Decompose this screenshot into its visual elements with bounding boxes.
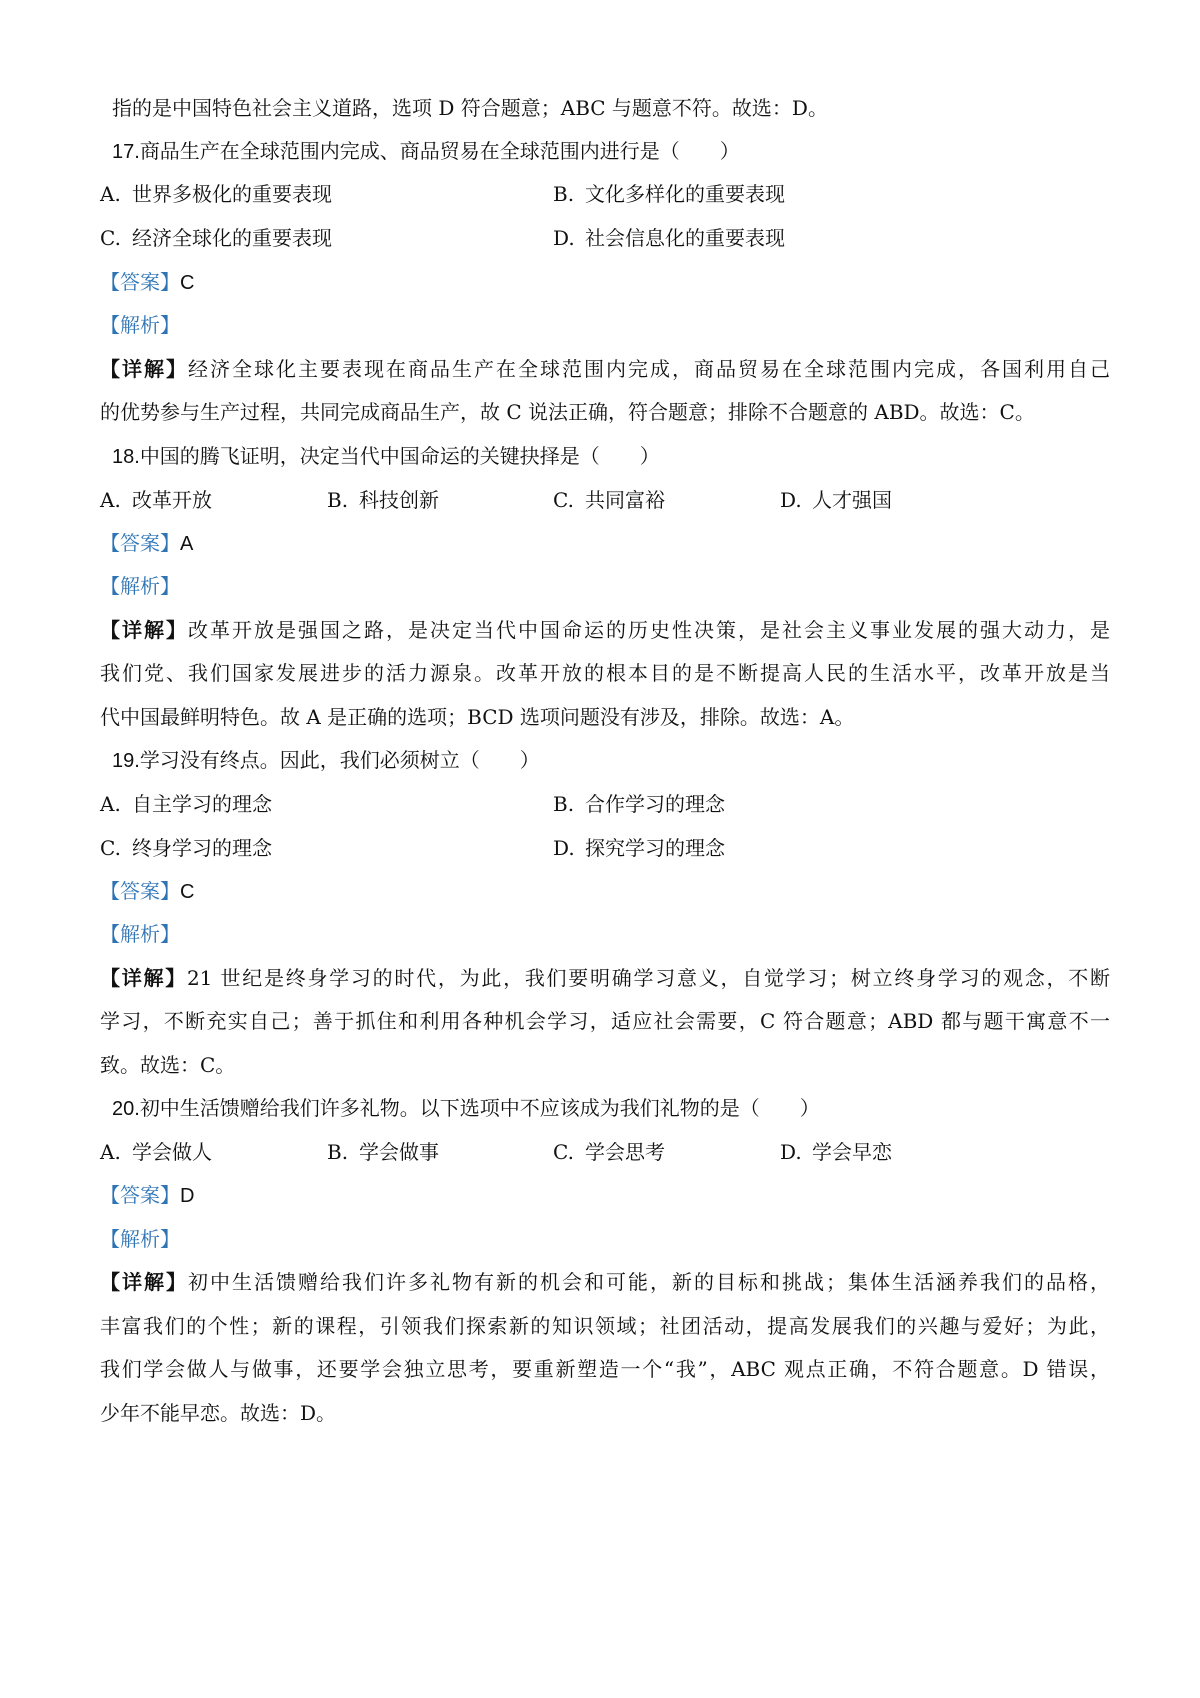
q17-number: 17. (112, 141, 140, 163)
q17-option-a-letter: A. (100, 182, 121, 206)
q20-option-c-text: 学会思考 (585, 1140, 665, 1164)
q17-stem (112, 137, 740, 166)
q17-answer (100, 268, 194, 297)
q18-option-b-letter: B. (327, 488, 349, 512)
q17-option-b (553, 180, 785, 208)
q19-option-a (100, 790, 272, 818)
q18-number: 18. (112, 446, 140, 468)
q17-option-a (100, 180, 332, 208)
q17-detail-text-1: 经济全球化主要表现在商品生产在全球范围内完成，商品贸易在全球范围内完成，各国利用自己 (188, 357, 1110, 381)
q18-analysis (100, 572, 180, 600)
q19-option-c (100, 834, 272, 862)
q18-option-b (327, 486, 439, 514)
q19-number: 19. (112, 750, 140, 772)
q18-answer (100, 529, 193, 558)
q19-option-b-letter: B. (553, 792, 575, 816)
q20-analysis (100, 1225, 180, 1253)
q17-option-d-text: 社会信息化的重要表现 (585, 226, 785, 250)
intro-text: 指的是中国特色社会主义道路，选项 D 符合题意；ABC 与题意不符。故选：D。 (112, 96, 828, 120)
q20-detail-line-1 (100, 1268, 1110, 1296)
q20-detail-line-4: 少年不能早恋。故选：D。 (100, 1401, 337, 1425)
q17-option-c-letter: C. (100, 226, 121, 250)
q17-answer-value: C (180, 272, 195, 294)
q17-option-d (553, 224, 785, 252)
q19-option-c-letter: C. (100, 836, 121, 860)
q17-detail-line-2: 的优势参与生产过程，共同完成商品生产，故 C 说法正确，符合题意；排除不合题意的 ABD。故选：C。 (100, 400, 1035, 424)
q17-analysis-label: 【解析】 (100, 313, 180, 337)
q19-option-d-letter: D. (553, 836, 575, 860)
q20-option-b (327, 1138, 439, 1166)
q20-option-d-letter: D. (780, 1140, 802, 1164)
q20-stem (112, 1094, 820, 1123)
q17-detail-line-1 (100, 355, 1110, 383)
q18-detail-line-1 (100, 616, 1110, 644)
q19-detail-text-1: 21 世纪是终身学习的时代，为此，我们要明确学习意义，自觉学习；树立终身学习的观念，不断 (186, 966, 1110, 990)
q19-option-d (553, 834, 725, 862)
q17-option-a-text: 世界多极化的重要表现 (132, 182, 332, 206)
q19-answer-label: 【答案】 (100, 879, 180, 903)
q18-option-d (780, 486, 892, 514)
q19-detail-line-2: 学习，不断充实自己；善于抓住和利用各种机会学习，适应社会需要，C 符合题意；ABD 都与题干寓意不一 (100, 1009, 1110, 1033)
q20-stem-text: 初中生活馈赠给我们许多礼物。以下选项中不应该成为我们礼物的是（ ） (139, 1096, 820, 1120)
q18-answer-label: 【答案】 (100, 531, 180, 555)
q20-answer-label: 【答案】 (100, 1183, 180, 1207)
q18-detail-line-2: 我们党、我们国家发展进步的活力源泉。改革开放的根本目的是不断提高人民的生活水平，改革开放是当 (100, 661, 1110, 685)
q19-detail-line-1 (100, 964, 1110, 992)
q19-option-a-text: 自主学习的理念 (132, 792, 272, 816)
q20-option-a (100, 1138, 212, 1166)
q17-option-c-text: 经济全球化的重要表现 (132, 226, 332, 250)
q20-detail-text-1: 初中生活馈赠给我们许多礼物有新的机会和可能，新的目标和挑战；集体生活涵养我们的品格， (188, 1270, 1110, 1294)
q19-option-d-text: 探究学习的理念 (585, 836, 725, 860)
q20-detail-line-2: 丰富我们的个性；新的课程，引领我们探索新的知识领域；社团活动，提高发展我们的兴趣与爱好；为此， (100, 1314, 1110, 1338)
q19-option-a-letter: A. (100, 792, 121, 816)
q20-option-a-text: 学会做人 (132, 1140, 212, 1164)
q17-option-d-letter: D. (553, 226, 575, 250)
q18-analysis-label: 【解析】 (100, 574, 180, 598)
q18-answer-value: A (180, 533, 194, 555)
q19-option-c-text: 终身学习的理念 (132, 836, 272, 860)
q20-option-c-letter: C. (553, 1140, 574, 1164)
q19-detail-label: 【详解】 (100, 966, 187, 990)
q18-option-a-letter: A. (100, 488, 121, 512)
q20-answer (100, 1181, 194, 1210)
q20-answer-value: D (180, 1185, 195, 1207)
q20-option-b-text: 学会做事 (359, 1140, 439, 1164)
q18-option-c-text: 共同富裕 (585, 488, 665, 512)
q20-option-a-letter: A. (100, 1140, 121, 1164)
q17-analysis (100, 311, 180, 339)
q19-answer (100, 877, 194, 906)
q18-detail-line-3: 代中国最鲜明特色。故 A 是正确的选项；BCD 选项问题没有涉及，排除。故选：A。 (100, 705, 855, 729)
q18-option-c-letter: C. (553, 488, 574, 512)
q18-stem (112, 442, 660, 471)
q18-detail-label: 【详解】 (100, 618, 188, 642)
q19-stem-text: 学习没有终点。因此，我们必须树立（ ） (139, 748, 540, 772)
q19-answer-value: C (180, 881, 195, 903)
q20-analysis-label: 【解析】 (100, 1227, 180, 1251)
q18-stem-text: 中国的腾飞证明，决定当代中国命运的关键抉择是（ ） (139, 444, 660, 468)
q20-option-b-letter: B. (327, 1140, 349, 1164)
q20-option-d-text: 学会早恋 (812, 1140, 892, 1164)
q20-detail-line-3: 我们学会做人与做事，还要学会独立思考，要重新塑造一个“我”，ABC 观点正确，不符合题意。D 错误， (100, 1357, 1110, 1381)
q18-option-a-text: 改革开放 (132, 488, 212, 512)
q20-option-d (780, 1138, 892, 1166)
q19-option-b-text: 合作学习的理念 (585, 792, 725, 816)
q18-option-a (100, 486, 212, 514)
q18-detail-text-1: 改革开放是强国之路，是决定当代中国命运的历史性决策，是社会主义事业发展的强大动力，是 (188, 618, 1110, 642)
q18-option-c (553, 486, 665, 514)
q17-detail-label: 【详解】 (100, 357, 188, 381)
q20-number: 20. (112, 1098, 140, 1120)
q18-option-d-letter: D. (780, 488, 802, 512)
q19-option-b (553, 790, 725, 818)
q17-answer-label: 【答案】 (100, 270, 180, 294)
q17-option-c (100, 224, 332, 252)
q20-detail-label: 【详解】 (100, 1270, 188, 1294)
q18-option-d-text: 人才强国 (812, 488, 892, 512)
q19-detail-line-3: 致。故选：C。 (100, 1053, 236, 1077)
q19-stem (112, 746, 540, 775)
q17-stem-text: 商品生产在全球范围内完成、商品贸易在全球范围内进行是（ ） (139, 139, 740, 163)
q17-option-b-letter: B. (553, 182, 575, 206)
q17-option-b-text: 文化多样化的重要表现 (585, 182, 785, 206)
q19-analysis-label: 【解析】 (100, 922, 180, 946)
q20-option-c (553, 1138, 665, 1166)
q18-option-b-text: 科技创新 (359, 488, 439, 512)
q19-analysis (100, 920, 180, 948)
